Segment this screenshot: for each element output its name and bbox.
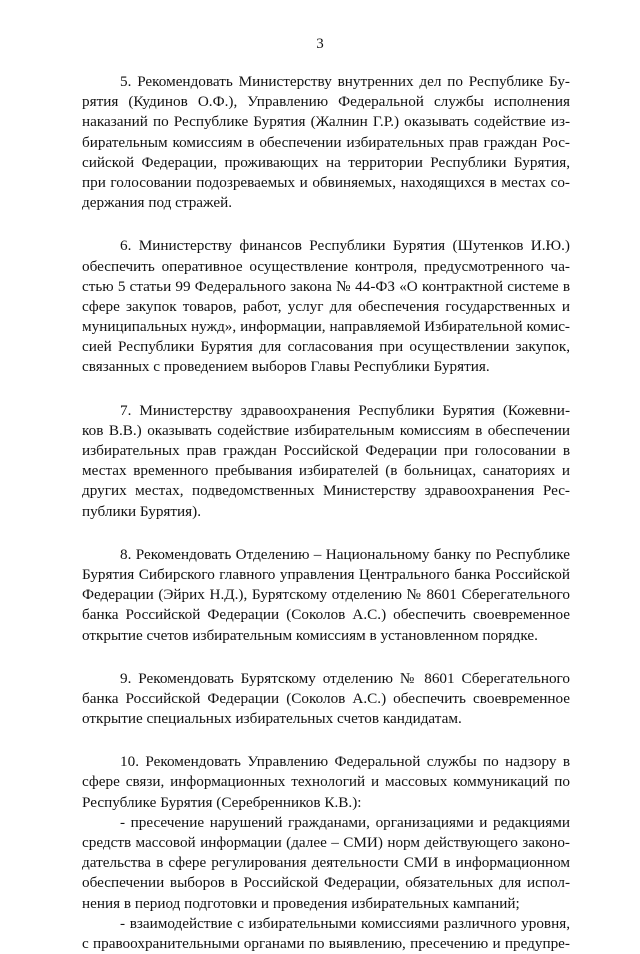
paragraph-5 (82, 72, 570, 213)
page-number: 3 (316, 36, 324, 52)
paragraph-line: банка Российской Федерации (Соколов А.С.) обеспечить своевременное (82, 606, 570, 624)
paragraph-line: сфере связи, информационных технологий и массовых коммуникаций по (82, 773, 570, 791)
paragraph-10 (82, 752, 570, 954)
paragraph-line: Республике Бурятия (Серебренников К.В.): (82, 793, 362, 811)
paragraph-line: сфере закупок товаров, работ, услуг для обеспечения государственных и (82, 297, 570, 315)
paragraph-line: открытие счетов избирательным комиссиям в установленном порядке. (82, 626, 538, 644)
paragraph-line: сийской Федерации, проживающих на территории Республики Бурятия, (82, 153, 570, 171)
paragraph-line: 10. Рекомендовать Управлению Федеральной службы по надзору в (120, 753, 570, 771)
paragraph-6 (82, 236, 570, 377)
paragraph-line: средств массовой информации (далее – СМИ) норм действующего законо- (82, 834, 570, 851)
paragraph-line: 9. Рекомендовать Бурятскому отделению № 8601 Сберегательного (120, 669, 570, 687)
paragraph-line: ков В.В.) оказывать содействие избирательным комиссиям в обеспечении (82, 421, 570, 439)
paragraph-line: стью 5 статьи 99 Федерального закона № 44-ФЗ «О контрактной системе в (82, 277, 570, 295)
paragraph-line: Федерации (Эйрих Н.Д.), Бурятскому отделению № 8601 Сберегательного (82, 586, 570, 604)
paragraph-line: 6. Министерству финансов Республики Бурятия (Шутенков И.Ю.) (120, 237, 570, 255)
paragraph-line: 8. Рекомендовать Отделению – Национальному банку по Республике (120, 545, 570, 563)
paragraph-line: дательства в сфере регулирования деятельности СМИ в информационном (82, 854, 570, 872)
paragraph-line: муниципальных нужд», информации, направляемой Избирательной комис- (82, 318, 570, 336)
paragraph-line: рятия (Кудинов О.Ф.), Управлению Федеральной службы исполнения (82, 93, 570, 111)
paragraph-line: нения в период подготовки и проведения избирательных кампаний; (82, 894, 520, 912)
paragraph-line: обеспечить оперативное осуществление контроля, предусмотренного ча- (82, 257, 570, 275)
paragraph-line: других местах, подведомственных Министерству здравоохранения Рес- (82, 482, 570, 500)
paragraph-line: 5. Рекомендовать Министерству внутренних дел по Республике Бу- (120, 73, 570, 90)
paragraph-line: обеспечении выборов в Российской Федерации, обязательных для испол- (82, 874, 570, 892)
paragraph-line: - взаимодействие с избирательными комиссиями различного уровня, (120, 914, 570, 932)
paragraph-9 (82, 669, 570, 730)
paragraph-line: сией Республики Бурятия для согласования при осуществлении закупок, (82, 338, 570, 356)
paragraph-line: наказаний по Республике Бурятия (Жалнин Г.Р.) оказывать содействие из- (82, 113, 570, 131)
paragraph-line: банка Российской Федерации (Соколов А.С.) обеспечить своевременное (82, 689, 570, 707)
paragraph-8 (82, 545, 570, 646)
paragraph-line: местах временного пребывания избирателей (в больницах, санаториях и (82, 462, 570, 480)
document-body (82, 72, 570, 954)
paragraph-line: держания под стражей. (82, 194, 232, 212)
paragraph-line: Бурятия Сибирского главного управления Центрального банка Российской (82, 565, 570, 583)
paragraph-line: связанных с проведением выборов Главы Республики Бурятия. (82, 358, 490, 376)
paragraph-line: открытие специальных избирательных счетов кандидатам. (82, 710, 462, 728)
paragraph-line: 7. Министерству здравоохранения Республики Бурятия (Кожевни- (120, 401, 570, 419)
paragraph-line: - пресечение нарушений гражданами, организациями и редакциями (120, 813, 570, 831)
paragraph-line: бирательным комиссиям в обеспечении избирательных прав граждан Рос- (82, 133, 570, 151)
paragraph-line: избирательных прав граждан Российской Федерации при голосовании в (82, 442, 570, 459)
paragraph-line: с правоохранительными органами по выявлению, пресечению и предупре- (82, 934, 570, 952)
paragraph-line: публики Бурятия). (82, 502, 202, 520)
paragraph-line: при голосовании подозреваемых и обвиняемых, находящихся в местах со- (82, 173, 570, 191)
paragraph-7 (82, 401, 570, 522)
